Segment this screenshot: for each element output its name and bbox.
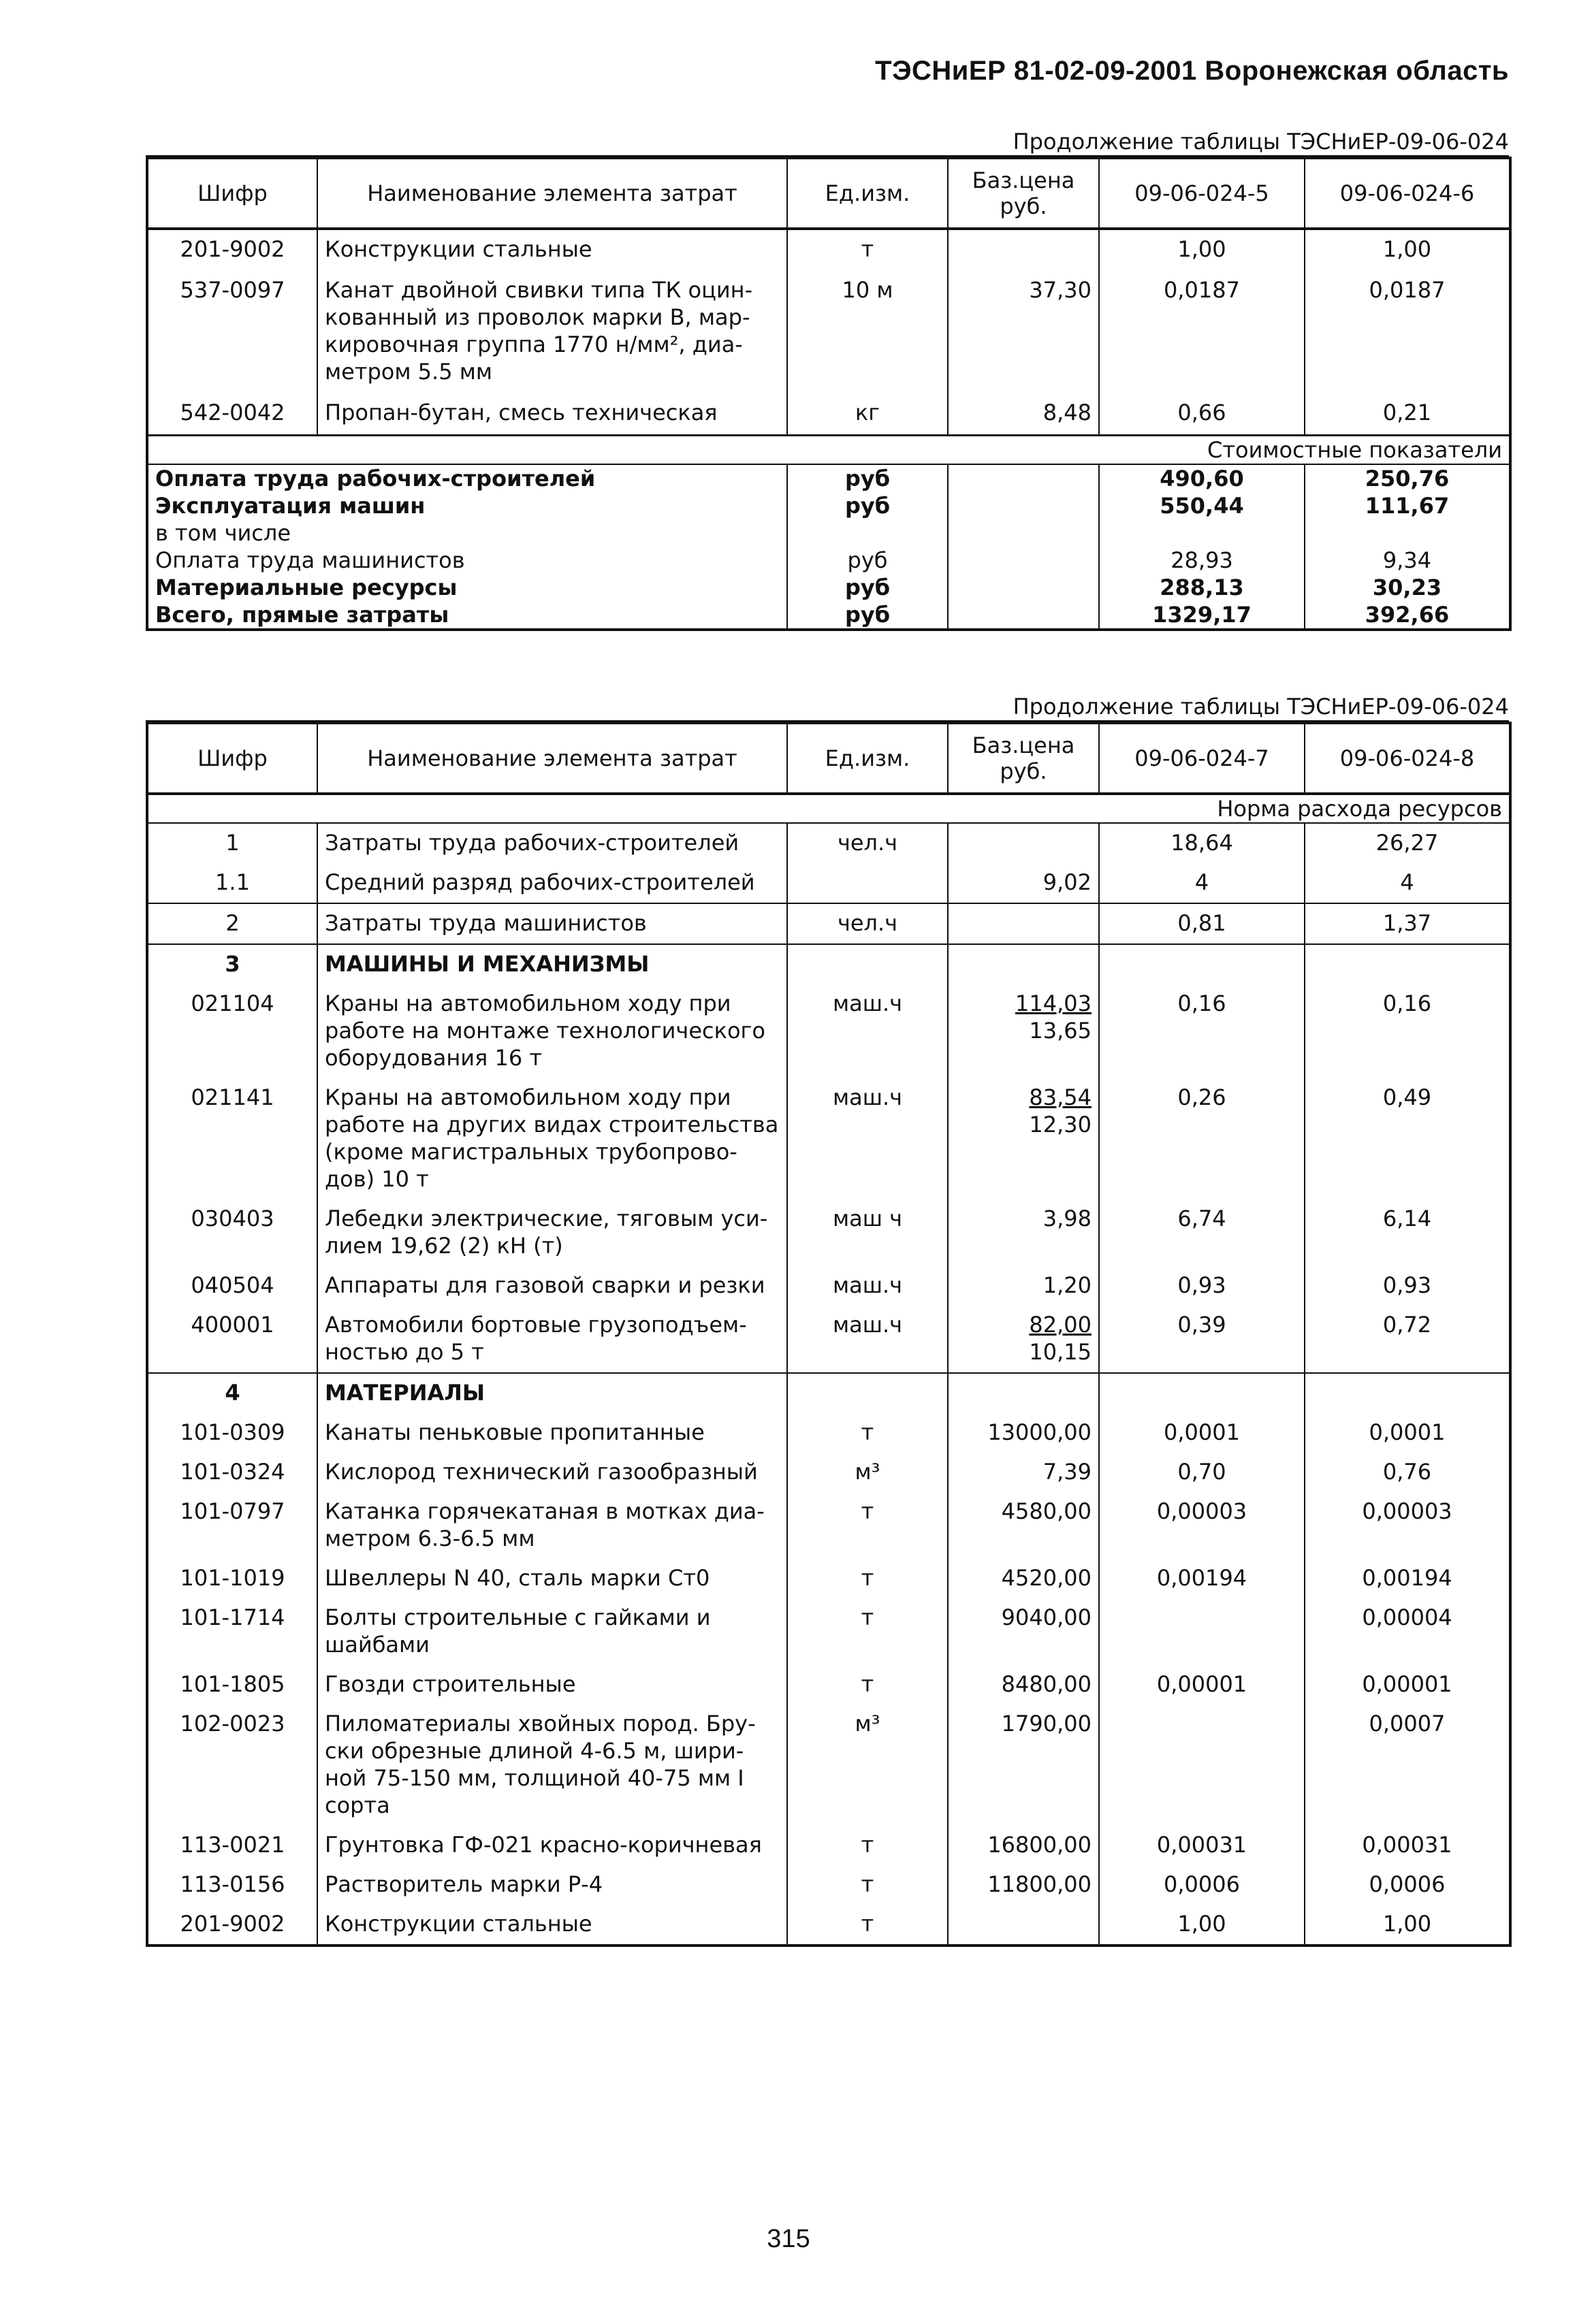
row-unit: маш ч	[787, 1199, 948, 1266]
section-band	[147, 794, 1510, 823]
cost-price	[948, 464, 1099, 492]
cost-name: Оплата труда машинистов	[147, 547, 787, 574]
row-name: Автомобили бортовые грузоподъем-ностью до 5 т	[317, 1306, 787, 1373]
row-unit: м³	[787, 1453, 948, 1492]
row-name: Затраты труда рабочих-строителей	[317, 823, 787, 863]
row-price: 9,02	[948, 863, 1099, 903]
row-code: 101-1805	[147, 1665, 317, 1705]
price-machinist: 10,15	[1029, 1339, 1092, 1365]
cost-row	[147, 492, 1510, 519]
table-row	[147, 1559, 1510, 1598]
cost-unit: руб	[787, 601, 948, 630]
row-name: МАТЕРИАЛЫ	[317, 1373, 787, 1413]
row-value-a: 0,93	[1099, 1266, 1305, 1306]
row-value-a: 1,00	[1099, 1905, 1305, 1946]
row-unit: маш.ч	[787, 984, 948, 1078]
row-code: 102-0023	[147, 1705, 317, 1826]
row-unit: т	[787, 1492, 948, 1559]
cost-price	[948, 492, 1099, 519]
row-code: 537-0097	[147, 271, 317, 393]
table-row	[147, 1453, 1510, 1492]
header-price: Баз.цена руб.	[948, 158, 1099, 229]
row-unit: чел.ч	[787, 903, 948, 944]
row-name: Катанка горячекатаная в мотках диа-метром 6.3-6.5 мм	[317, 1492, 787, 1559]
row-value-b: 0,00031	[1305, 1826, 1510, 1865]
table2-continuation-text: Продолжение таблицы ТЭСНиЕР-09-06-024	[1013, 694, 1509, 720]
table-row	[147, 1492, 1510, 1559]
row-unit	[787, 944, 948, 984]
row-price: 1,20	[948, 1266, 1099, 1306]
row-value-b	[1305, 944, 1510, 984]
row-code: 113-0021	[147, 1826, 317, 1865]
header-code: Шифр	[147, 158, 317, 229]
table-row	[147, 1665, 1510, 1705]
row-name: Конструкции стальные	[317, 1905, 787, 1946]
header-col-a: 09-06-024-7	[1099, 723, 1305, 794]
row-name: Растворитель марки Р-4	[317, 1865, 787, 1905]
cost-row	[147, 464, 1510, 492]
row-code: 030403	[147, 1199, 317, 1266]
cost-row	[147, 519, 1510, 547]
table-row	[147, 944, 1510, 984]
table-row	[147, 1078, 1510, 1199]
row-unit: маш.ч	[787, 1266, 948, 1306]
cost-unit	[787, 519, 948, 547]
row-price	[948, 903, 1099, 944]
row-value-a: 0,0187	[1099, 271, 1305, 393]
price-machinist: 13,65	[1029, 1018, 1092, 1044]
cost-name: Всего, прямые затраты	[147, 601, 787, 630]
row-price: 8,48	[948, 393, 1099, 436]
row-unit: маш.ч	[787, 1078, 948, 1199]
table-row	[147, 1413, 1510, 1453]
row-name: Краны на автомобильном ходу при работе на монтаже технологического оборудования 16 т	[317, 984, 787, 1078]
row-price	[948, 229, 1099, 271]
row-price	[948, 1373, 1099, 1413]
row-value-b: 0,21	[1305, 393, 1510, 436]
cost-value-b	[1305, 519, 1510, 547]
cost-name: в том числе	[147, 519, 787, 547]
row-unit: т	[787, 1865, 948, 1905]
section-band	[147, 436, 1510, 465]
cost-value-a: 490,60	[1099, 464, 1305, 492]
table-row	[147, 1705, 1510, 1826]
row-value-a: 0,16	[1099, 984, 1305, 1078]
row-name: Затраты труда машинистов	[317, 903, 787, 944]
table-header-row	[147, 158, 1510, 229]
row-value-a: 0,81	[1099, 903, 1305, 944]
row-unit: т	[787, 229, 948, 271]
header-unit: Ед.изм.	[787, 723, 948, 794]
table-row	[147, 1306, 1510, 1373]
row-unit	[787, 1373, 948, 1413]
cost-unit: руб	[787, 547, 948, 574]
section-band-label: Стоимостные показатели	[147, 436, 1510, 465]
row-name: Гвозди строительные	[317, 1665, 787, 1705]
row-unit: т	[787, 1413, 948, 1453]
row-value-a: 18,64	[1099, 823, 1305, 863]
cost-row	[147, 601, 1510, 630]
row-code: 040504	[147, 1266, 317, 1306]
table-row	[147, 903, 1510, 944]
row-value-a: 0,0001	[1099, 1413, 1305, 1453]
row-value-b: 0,49	[1305, 1078, 1510, 1199]
cost-value-b: 30,23	[1305, 574, 1510, 601]
row-price	[948, 944, 1099, 984]
table-row	[147, 1905, 1510, 1946]
header-col-b: 09-06-024-6	[1305, 158, 1510, 229]
header-code: Шифр	[147, 723, 317, 794]
table2	[146, 722, 1512, 1947]
table-row	[147, 1865, 1510, 1905]
table-row	[147, 823, 1510, 863]
table-row	[147, 1266, 1510, 1306]
row-unit: т	[787, 1905, 948, 1946]
row-unit: маш.ч	[787, 1306, 948, 1373]
table1-continuation-text: Продолжение таблицы ТЭСНиЕР-09-06-024	[1013, 129, 1509, 155]
row-code: 4	[147, 1373, 317, 1413]
row-value-b: 26,27	[1305, 823, 1510, 863]
cost-value-a: 288,13	[1099, 574, 1305, 601]
row-name: Пиломатериалы хвойных пород. Бру-ски обрезные длиной 4-6.5 м, шири-ной 75-150 мм, толщиной 40-75 мм I сорта	[317, 1705, 787, 1826]
table2-continuation	[146, 693, 1509, 722]
row-price: 13000,00	[948, 1413, 1099, 1453]
row-value-a: 0,26	[1099, 1078, 1305, 1199]
price-machinist: 12,30	[1029, 1112, 1092, 1137]
row-price	[948, 1905, 1099, 1946]
row-price: 1790,00	[948, 1705, 1099, 1826]
row-value-a: 0,0006	[1099, 1865, 1305, 1905]
row-value-a	[1099, 944, 1305, 984]
row-value-a: 0,66	[1099, 393, 1305, 436]
row-price: 4520,00	[948, 1559, 1099, 1598]
row-unit: т	[787, 1559, 948, 1598]
cost-value-b: 250,76	[1305, 464, 1510, 492]
row-code: 2	[147, 903, 317, 944]
document-title: ТЭСНиЕР 81-02-09-2001 Воронежская область	[875, 56, 1509, 86]
row-name: Конструкции стальные	[317, 229, 787, 271]
row-price	[948, 823, 1099, 863]
row-value-a: 0,00031	[1099, 1826, 1305, 1865]
row-unit: кг	[787, 393, 948, 436]
row-name: Пропан-бутан, смесь техническая	[317, 393, 787, 436]
row-value-b: 0,76	[1305, 1453, 1510, 1492]
row-value-a: 0,70	[1099, 1453, 1305, 1492]
row-unit: т	[787, 1598, 948, 1665]
row-value-b: 0,93	[1305, 1266, 1510, 1306]
cost-row	[147, 547, 1510, 574]
row-code: 101-0324	[147, 1453, 317, 1492]
row-value-b: 0,16	[1305, 984, 1510, 1078]
row-name: Лебедки электрические, тяговым уси-лием 19,62 (2) кН (т)	[317, 1199, 787, 1266]
cost-value-a: 550,44	[1099, 492, 1305, 519]
row-name: Швеллеры N 40, сталь марки Ст0	[317, 1559, 787, 1598]
row-value-b: 6,14	[1305, 1199, 1510, 1266]
row-price: 8480,00	[948, 1665, 1099, 1705]
header-unit: Ед.изм.	[787, 158, 948, 229]
table1	[146, 157, 1512, 631]
header-name: Наименование элемента затрат	[317, 158, 787, 229]
row-unit: 10 м	[787, 271, 948, 393]
price-main: 82,00	[1029, 1312, 1092, 1338]
section-band-label: Норма расхода ресурсов	[147, 794, 1510, 823]
row-value-a: 0,00194	[1099, 1559, 1305, 1598]
row-value-b: 0,0006	[1305, 1865, 1510, 1905]
cost-price	[948, 519, 1099, 547]
row-value-b: 0,0187	[1305, 271, 1510, 393]
cost-name: Материальные ресурсы	[147, 574, 787, 601]
row-value-a: 0,00003	[1099, 1492, 1305, 1559]
row-value-b: 1,00	[1305, 1905, 1510, 1946]
header-col-b: 09-06-024-8	[1305, 723, 1510, 794]
row-code: 021141	[147, 1078, 317, 1199]
row-value-b: 0,00003	[1305, 1492, 1510, 1559]
row-name: МАШИНЫ И МЕХАНИЗМЫ	[317, 944, 787, 984]
row-value-b: 1,37	[1305, 903, 1510, 944]
row-name: Грунтовка ГФ-021 красно-коричневая	[317, 1826, 787, 1865]
row-value-b: 0,72	[1305, 1306, 1510, 1373]
row-price	[948, 984, 1099, 1078]
page-number: 315	[767, 2225, 810, 2253]
table-row	[147, 271, 1510, 393]
cost-value-b: 9,34	[1305, 547, 1510, 574]
table-row	[147, 1826, 1510, 1865]
row-name: Аппараты для газовой сварки и резки	[317, 1266, 787, 1306]
row-code: 021104	[147, 984, 317, 1078]
row-name: Канат двойной свивки типа ТК оцин-кованный из проволок марки В, мар-кировочная группа 1770 н/мм², диа-метром 5.5 мм	[317, 271, 787, 393]
table-row	[147, 1598, 1510, 1665]
row-value-a: 0,00001	[1099, 1665, 1305, 1705]
cost-price	[948, 574, 1099, 601]
row-value-b: 0,00001	[1305, 1665, 1510, 1705]
row-value-a: 0,39	[1099, 1306, 1305, 1373]
row-value-a	[1099, 1598, 1305, 1665]
row-code: 201-9002	[147, 1905, 317, 1946]
row-price: 7,39	[948, 1453, 1099, 1492]
cost-unit: руб	[787, 574, 948, 601]
row-value-b: 0,00194	[1305, 1559, 1510, 1598]
row-value-b: 1,00	[1305, 229, 1510, 271]
price-main: 83,54	[1029, 1084, 1092, 1110]
row-unit: чел.ч	[787, 823, 948, 863]
table1-continuation	[146, 128, 1509, 157]
row-unit: т	[787, 1665, 948, 1705]
row-unit: т	[787, 1826, 948, 1865]
cost-unit: руб	[787, 464, 948, 492]
row-code: 113-0156	[147, 1865, 317, 1905]
cost-value-b: 111,67	[1305, 492, 1510, 519]
row-price	[948, 1078, 1099, 1199]
row-unit	[787, 863, 948, 903]
row-name: Краны на автомобильном ходу при работе на других видах строительства (кроме магистральных трубопрово-дов) 10 т	[317, 1078, 787, 1199]
table-row	[147, 984, 1510, 1078]
row-price	[948, 1306, 1099, 1373]
row-code: 201-9002	[147, 229, 317, 271]
table-row	[147, 1373, 1510, 1413]
row-value-a	[1099, 1705, 1305, 1826]
cost-unit: руб	[787, 492, 948, 519]
table-row	[147, 863, 1510, 903]
header-col-a: 09-06-024-5	[1099, 158, 1305, 229]
row-code: 101-0309	[147, 1413, 317, 1453]
row-value-a: 4	[1099, 863, 1305, 903]
row-code: 542-0042	[147, 393, 317, 436]
row-value-a: 6,74	[1099, 1199, 1305, 1266]
row-price: 11800,00	[948, 1865, 1099, 1905]
row-name: Кислород технический газообразный	[317, 1453, 787, 1492]
header-price: Баз.цена руб.	[948, 723, 1099, 794]
table-row	[147, 1199, 1510, 1266]
row-value-a	[1099, 1373, 1305, 1413]
cost-price	[948, 547, 1099, 574]
row-value-b: 0,0001	[1305, 1413, 1510, 1453]
row-price: 9040,00	[948, 1598, 1099, 1665]
row-price: 16800,00	[948, 1826, 1099, 1865]
row-code: 101-0797	[147, 1492, 317, 1559]
cost-row	[147, 574, 1510, 601]
row-name: Средний разряд рабочих-строителей	[317, 863, 787, 903]
cost-name: Оплата труда рабочих-строителей	[147, 464, 787, 492]
row-value-a: 1,00	[1099, 229, 1305, 271]
row-value-b: 0,00004	[1305, 1598, 1510, 1665]
row-unit: м³	[787, 1705, 948, 1826]
cost-value-a: 1329,17	[1099, 601, 1305, 630]
header-name: Наименование элемента затрат	[317, 723, 787, 794]
row-name: Болты строительные с гайками и шайбами	[317, 1598, 787, 1665]
row-value-b: 0,0007	[1305, 1705, 1510, 1826]
row-code: 101-1019	[147, 1559, 317, 1598]
row-value-b: 4	[1305, 863, 1510, 903]
row-price: 3,98	[948, 1199, 1099, 1266]
cost-value-a: 28,93	[1099, 547, 1305, 574]
price-main: 114,03	[1015, 990, 1092, 1016]
row-value-b	[1305, 1373, 1510, 1413]
row-code: 1.1	[147, 863, 317, 903]
row-code: 101-1714	[147, 1598, 317, 1665]
table-row	[147, 229, 1510, 271]
cost-value-b: 392,66	[1305, 601, 1510, 630]
cost-name: Эксплуатация машин	[147, 492, 787, 519]
cost-value-a	[1099, 519, 1305, 547]
row-code: 3	[147, 944, 317, 984]
row-code: 400001	[147, 1306, 317, 1373]
row-price: 4580,00	[948, 1492, 1099, 1559]
row-price: 37,30	[948, 271, 1099, 393]
row-name: Канаты пеньковые пропитанные	[317, 1413, 787, 1453]
cost-price	[948, 601, 1099, 630]
row-code: 1	[147, 823, 317, 863]
table-row	[147, 393, 1510, 436]
table-header-row	[147, 723, 1510, 794]
